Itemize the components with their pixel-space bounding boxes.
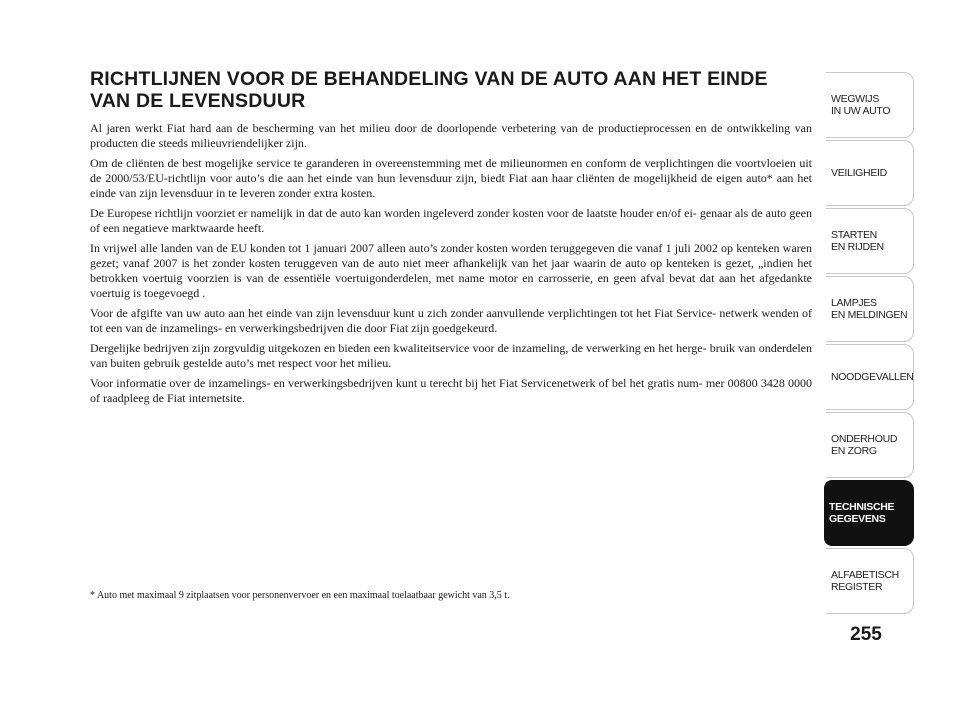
tab-label: VEILIGHEID [831, 167, 887, 179]
page-number: 255 [850, 624, 882, 645]
tab-alfabetisch-register[interactable] [826, 548, 914, 614]
tab-technische-gegevens[interactable] [824, 480, 914, 546]
tab-label: LAMPJES EN MELDINGEN [831, 297, 908, 321]
tab-label: ALFABETISCH REGISTER [831, 569, 899, 593]
paragraph-6: Dergelijke bedrijven zijn zorgvuldig uitgekozen en bieden een kwaliteitservice voor de inzameling, de verwerking en het herge- bruik van onderdelen van buiten gebruik gestelde auto’s met respect voor het milieu. [90, 341, 812, 370]
paragraph-7: Voor informatie over de inzamelings- en verwerkingsbedrijven kunt u terecht bij het Fiat Servicenetwerk of bel het gratis num- mer 00800 3428 0000 of raadpleeg de Fiat internetsite. [90, 376, 812, 405]
paragraph-5: Voor de afgifte van uw auto aan het einde van zijn levensduur kunt u zich zonder aanvullende verplichtingen tot het Fiat Service- netwerk wenden of tot een van de inzamelings- en verwerkingsbedrijven die door Fiat zijn goedgekeurd. [90, 306, 812, 335]
tab-label: TECHNISCHE GEGEVENS [829, 501, 895, 525]
tab-veiligheid[interactable] [826, 140, 914, 206]
tab-starten-en-rijden[interactable] [826, 208, 914, 274]
paragraph-4: In vrijwel alle landen van de EU konden tot 1 januari 2007 alleen auto’s zonder kosten worden teruggegeven die vanaf 1 juli 2002 op kenteken waren gezet; vanaf 2007 is het zonder kosten teruggeven van de auto niet meer afhankelijk van het jaar waarin de auto op kenteken is gezet, „indien het betrokken voertuig voorzien is van de essentiële voertuigonderdelen, met name motor en carrosserie, en geen afval bevat dat aan het afgedankte voertuig is toegevoegd . [90, 241, 812, 300]
tab-onderhoud-en-zorg[interactable] [826, 412, 914, 478]
tab-noodgevallen[interactable] [826, 344, 914, 410]
tab-label: NOODGEVALLEN [831, 371, 914, 383]
footnote: * Auto met maximaal 9 zitplaatsen voor personenvervoer en een maximaal toelaatbaar gewicht van 3,5 t. [90, 590, 510, 601]
tab-wegwijs-in-uw-auto[interactable] [826, 72, 914, 138]
paragraph-2: Om de cliënten de best mogelijke service te garanderen in overeenstemming met de milieunormen en conform de verplichtingen die voortvloeien uit de 2000/53/EU-richtlijn voor auto’s die aan het einde van hun levensduur zijn, biedt Fiat aan haar cliënten de mogelijkheid de eigen auto* aan het einde van zijn levensduur in te leveren zonder extra kosten. [90, 156, 812, 200]
main-content [90, 68, 812, 411]
tab-label: ONDERHOUD EN ZORG [831, 433, 898, 457]
paragraph-1: Al jaren werkt Fiat hard aan de bescherming van het milieu door de doorlopende verbetering van de productieprocessen en de ontwikkeling van producten die steeds milieuvriendelijker zijn. [90, 121, 812, 150]
paragraph-3: De Europese richtlijn voorziet er namelijk in dat de auto kan worden ingeleverd zonder kosten voor de laatste houder en/of ei- genaar als de auto geen of een negatieve marktwaarde heeft. [90, 206, 812, 235]
tab-label: STARTEN EN RIJDEN [831, 229, 884, 253]
section-tabs [826, 72, 916, 617]
tab-lampjes-en-meldingen[interactable] [826, 276, 914, 342]
tab-label: WEGWIJS IN UW AUTO [831, 93, 891, 117]
page-title: RICHTLIJNEN VOOR DE BEHANDELING VAN DE AUTO AAN HET EINDE VAN DE LEVENSDUUR [90, 68, 768, 112]
